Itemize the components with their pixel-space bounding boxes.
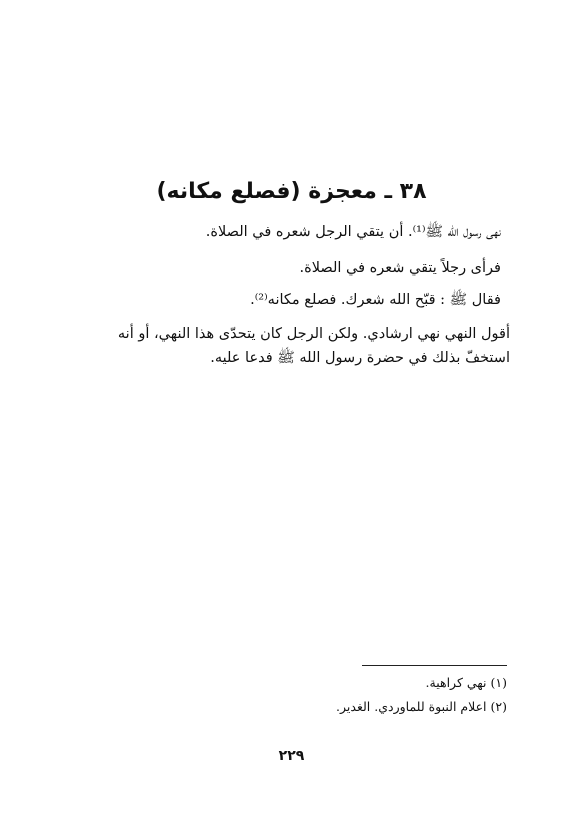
footnote-1: (١) نهي كراهية. <box>425 675 507 690</box>
paragraph-saying: فقال ﷺ : قبّح الله شعرك. فصلع مكانه⁽²⁾. <box>250 292 501 308</box>
commentary-line-2: استخفّ بذلك في حضرة رسول الله ﷺ فدعا عليه. <box>210 350 510 366</box>
footnote-separator <box>362 665 507 666</box>
paragraph-commentary <box>70 322 510 370</box>
paragraph-prohibition: نهى رسول الله ﷺ⁽¹⁾. أن يتقي الرجل شعره في الصلاة. <box>205 224 501 240</box>
page-number: ٢٢٩ <box>278 748 305 764</box>
paragraph-observation: فرأى رجلاً يتقي شعره في الصلاة. <box>299 260 501 276</box>
chapter-title: ٣٨ ـ معجزة (فصلع مكانه) <box>156 179 427 204</box>
commentary-line-1: أقول النهي نهي ارشادي. ولكن الرجل كان يتحدّى هذا النهي، أو أنه <box>117 326 510 342</box>
footnote-2: (٢) اعلام النبوة للماوردي. الغدير. <box>336 699 507 714</box>
